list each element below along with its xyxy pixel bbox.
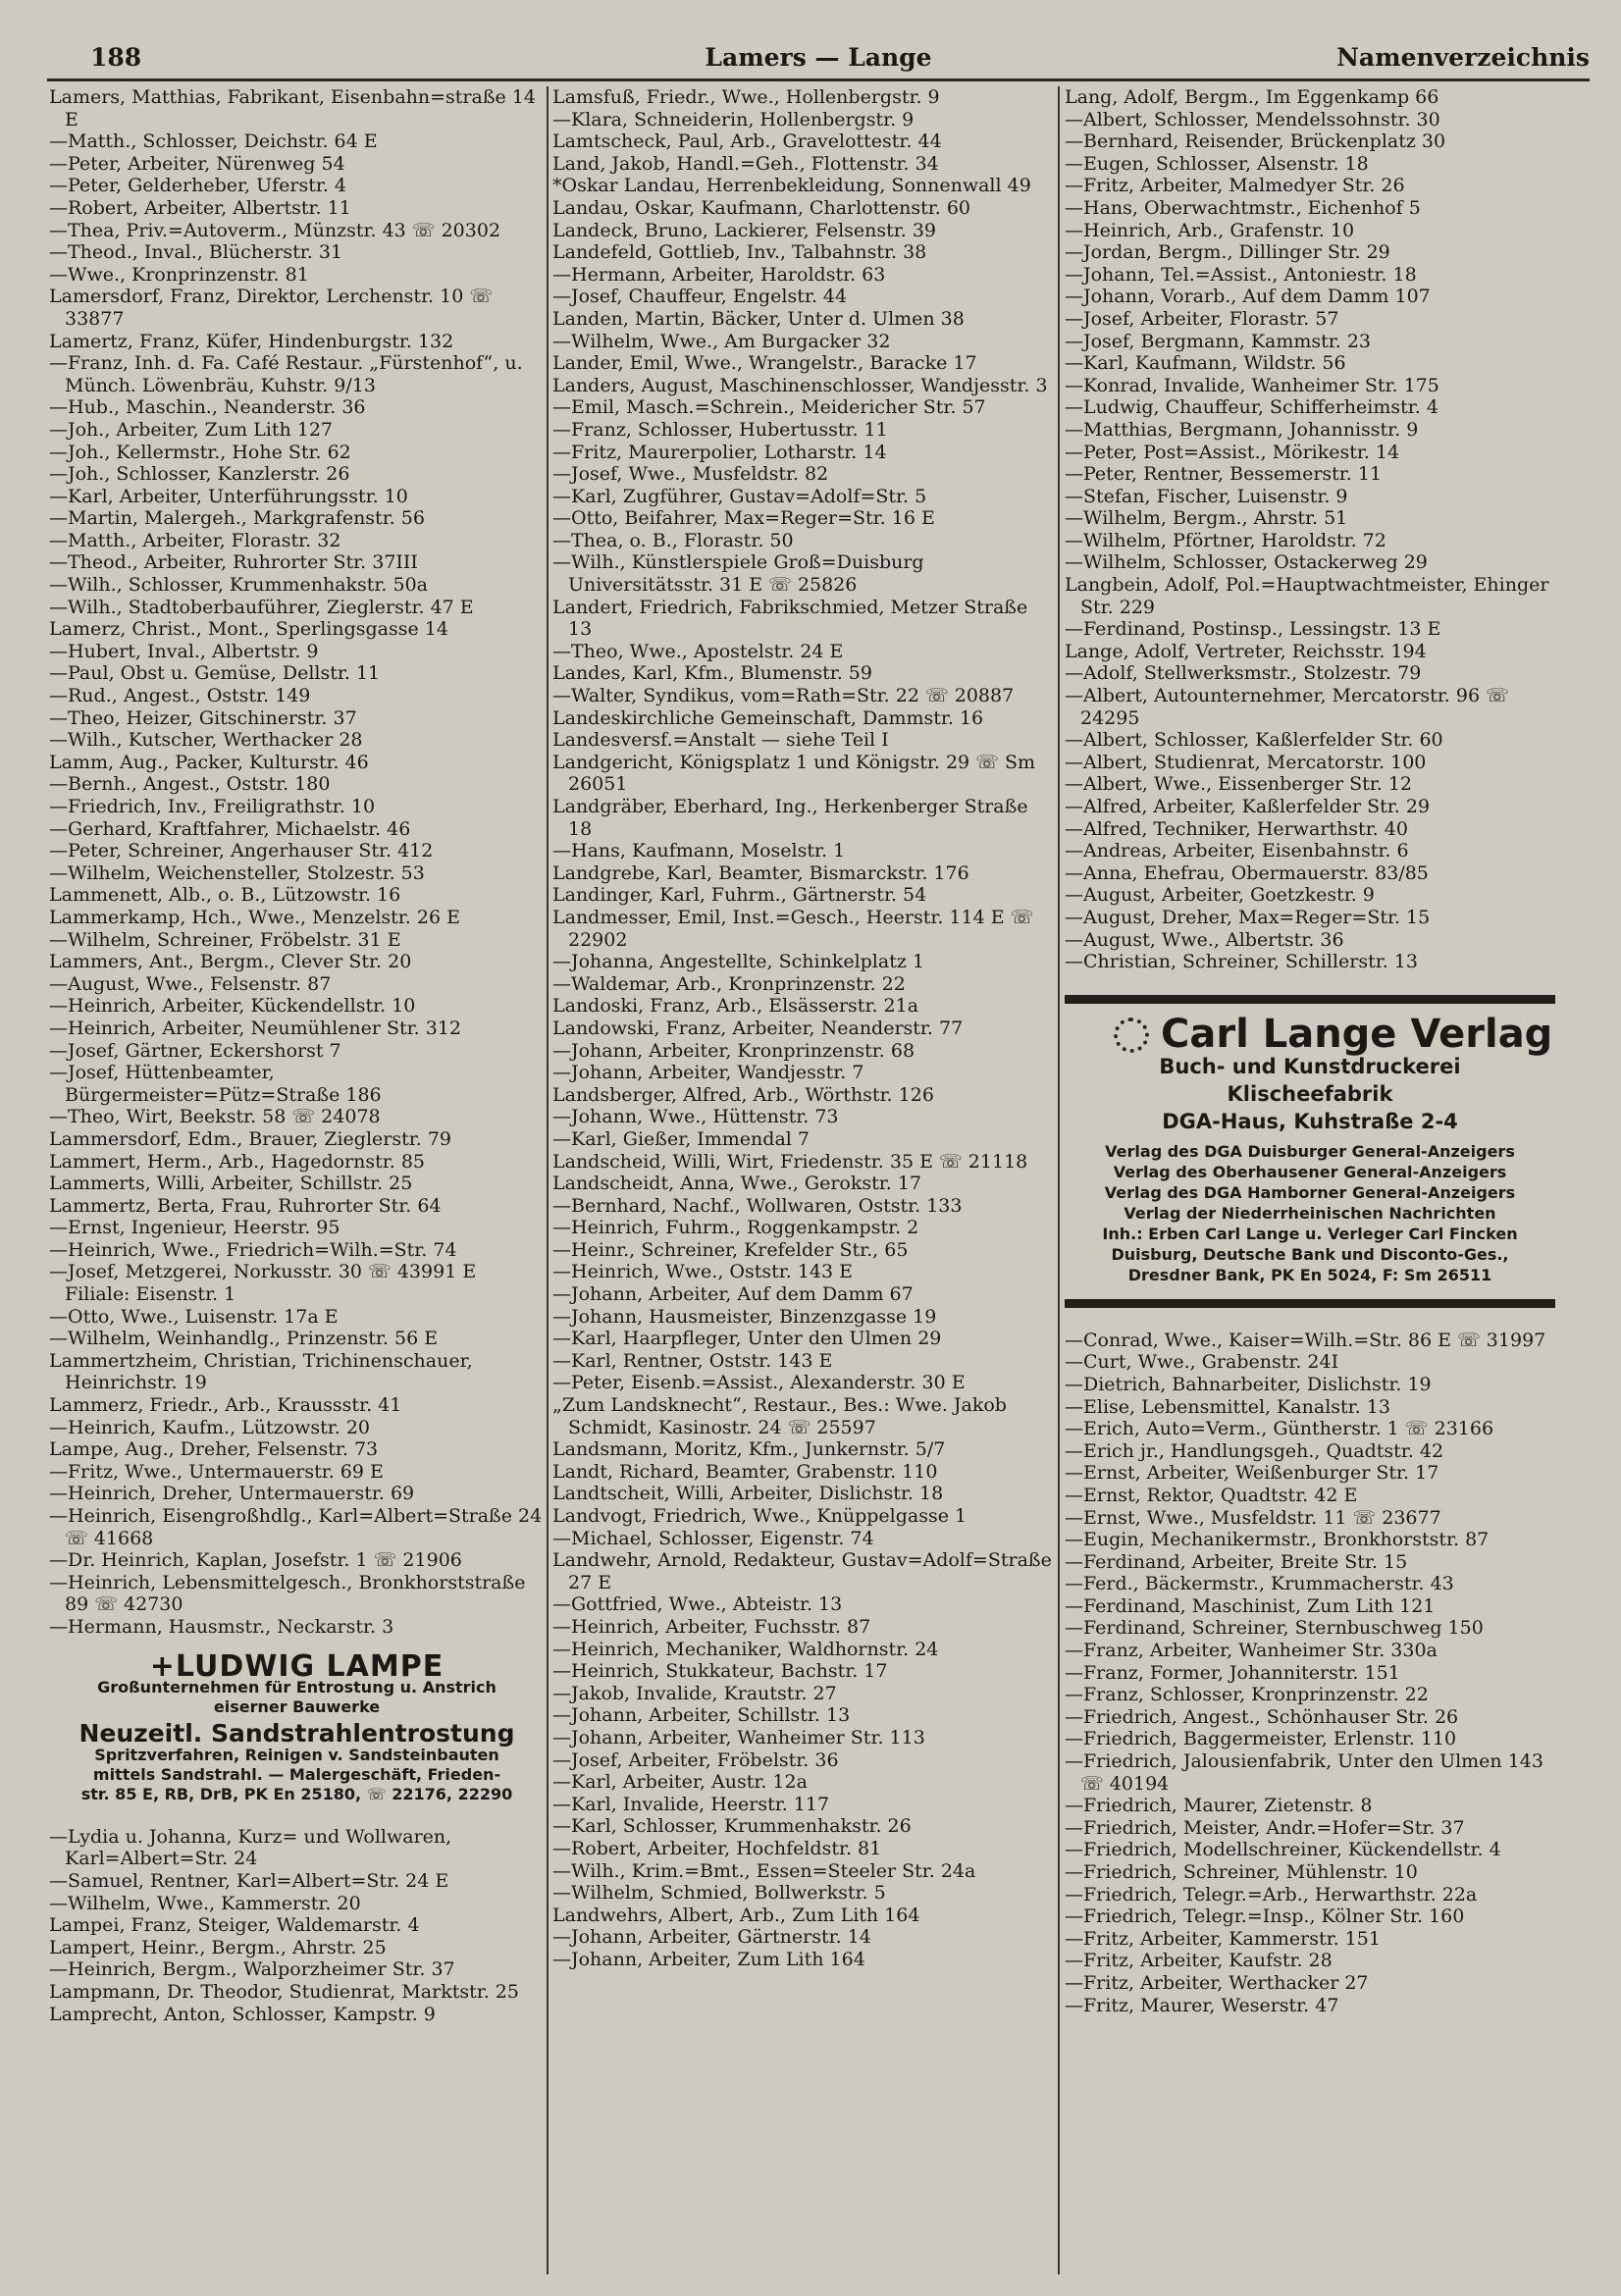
directory-entry: —Fritz, Arbeiter, Kaufstr. 28 (1065, 1950, 1333, 1972)
directory-entry: Landwehr, Arnold, Redakteur, Gustav=Adolf=Straße 27 E (552, 1549, 1052, 1593)
directory-entry: —Johann, Arbeiter, Wanheimer Str. 113 (552, 1726, 925, 1748)
directory-entry: —Ernst, Arbeiter, Weißenburger Str. 17 (1065, 1462, 1439, 1485)
directory-entry: Lammerts, Willi, Arbeiter, Schillstr. 25 (49, 1173, 413, 1195)
directory-entry: Lander, Emil, Wwe., Wrangelstr., Baracke 17 (552, 352, 977, 375)
directory-entry: —August, Dreher, Max=Reger=Str. 15 (1065, 906, 1431, 928)
ludwig-lampe-ad (49, 1648, 545, 1804)
carl-lange-verlag-ad (1065, 995, 1555, 1308)
directory-entry: —Theo, Wirt, Beekstr. 58 ☏ 24078 (49, 1106, 381, 1128)
directory-entry: Langbein, Adolf, Pol.=Hauptwachtmeister, Ehinger Str. 229 (1065, 574, 1549, 618)
directory-entry: —Josef, Bergmann, Kammstr. 23 (1065, 330, 1372, 352)
directory-entry: —Theod., Inval., Blücherstr. 31 (49, 241, 342, 264)
directory-entry: —Friedrich, Maurer, Zietenstr. 8 (1065, 1795, 1373, 1817)
directory-entry: —Franz, Schlosser, Kronprinzenstr. 22 (1065, 1684, 1429, 1706)
directory-entry: —Friedrich, Baggermeister, Erlenstr. 110 (1065, 1728, 1457, 1750)
directory-entry: —Franz, Schlosser, Hubertusstr. 11 (552, 418, 888, 441)
directory-entry: —Franz, Inh. d. Fa. Café Restaur. „Fürstenhof“, u. Münch. Löwenbräu, Kuhstr. 9/13 (49, 352, 523, 396)
ad-line: DGA-Haus, Kuhstraße 2-4 (1162, 1109, 1458, 1133)
directory-entry: —Robert, Arbeiter, Albertstr. 11 (49, 196, 351, 219)
directory-entry: —Karl, Schlosser, Krummenhakstr. 26 (552, 1815, 912, 1838)
directory-entry: —Johann, Arbeiter, Gärtnerstr. 14 (552, 1926, 871, 1949)
directory-entry: Lammertzheim, Christian, Trichinenschauer, Heinrichstr. 19 (49, 1349, 473, 1394)
directory-entry: —Wilh., Kutscher, Werthacker 28 (49, 729, 363, 752)
directory-entry: —Hermann, Hausmstr., Neckarstr. 3 (49, 1615, 394, 1638)
directory-entry: Lammers, Ant., Bergm., Clever Str. 20 (49, 951, 412, 973)
directory-entry: —Paul, Obst u. Gemüse, Dellstr. 11 (49, 662, 381, 685)
directory-entry: Landt, Richard, Beamter, Grabenstr. 110 (552, 1460, 938, 1483)
directory-entry: —Martin, Malergeh., Markgrafenstr. 56 (49, 507, 425, 530)
directory-entry: —Josef, Chauffeur, Engelstr. 44 (552, 286, 848, 308)
directory-entry: *Oskar Landau, Herrenbekleidung, Sonnenwall 49 (552, 175, 1031, 197)
directory-entry: Lang, Adolf, Bergm., Im Eggenkamp 66 (1065, 86, 1439, 108)
directory-entry: —Erich, Auto=Verm., Güntherstr. 1 ☏ 23166 (1065, 1418, 1494, 1440)
directory-entry: —August, Wwe., Felsenstr. 87 (49, 972, 332, 995)
directory-entry: —Friedrich, Modellschreiner, Kückendellstr. 4 (1065, 1839, 1501, 1861)
ad-line: mittels Sandstrahl. — Malergeschäft, Frieden- (92, 1764, 501, 1784)
ad-line: str. 85 E, RB, DrB, PK En 25180, ☏ 22176, 22290 (80, 1784, 513, 1803)
directory-entry: —Ferdinand, Maschinist, Zum Lith 121 (1065, 1594, 1436, 1617)
directory-entry: —Wilhelm, Wwe., Am Burgacker 32 (552, 330, 891, 352)
directory-entry: —Heinrich, Wwe., Oststr. 143 E (552, 1261, 853, 1283)
directory-entry: —Curt, Wwe., Grabenstr. 24I (1065, 1351, 1339, 1374)
directory-entry: —Johann, Wwe., Hüttenstr. 73 (552, 1106, 839, 1128)
directory-entry: —Eugin, Mechanikermstr., Bronkhorststr. 87 (1065, 1529, 1490, 1551)
directory-entry: —Otto, Wwe., Luisenstr. 17a E (49, 1305, 339, 1328)
directory-entry: —Michael, Schlosser, Eigenstr. 74 (552, 1527, 874, 1549)
directory-entry: —Fritz, Maurerpolier, Lotharstr. 14 (552, 441, 887, 463)
directory-entry: —Elise, Lebensmittel, Kanalstr. 13 (1065, 1395, 1390, 1418)
directory-entry: Lammerkamp, Hch., Wwe., Menzelstr. 26 E (49, 906, 460, 928)
directory-entry: Landgericht, Königsplatz 1 und Königstr. 29 ☏ Sm 26051 (552, 751, 1036, 796)
directory-entry: —Heinrich, Lebensmittelgesch., Bronkhorststraße 89 ☏ 42730 (49, 1571, 526, 1616)
directory-entry: —Joh., Arbeiter, Zum Lith 127 (49, 418, 334, 441)
directory-entry: —Stefan, Fischer, Luisenstr. 9 (1065, 485, 1348, 507)
directory-entry: —Fritz, Arbeiter, Werthacker 27 (1065, 1971, 1369, 1994)
directory-entry: —Adolf, Stellwerksmstr., Stolzestr. 79 (1065, 662, 1422, 685)
directory-entry: —Conrad, Wwe., Kaiser=Wilh.=Str. 86 E ☏ 31997 (1065, 1329, 1546, 1351)
directory-entry: —Heinrich, Arb., Grafenstr. 10 (1065, 219, 1355, 241)
entry-list (49, 1826, 545, 2025)
directory-entry: —Albert, Studienrat, Mercatorstr. 100 (1065, 751, 1427, 773)
directory-entry: —Heinrich, Wwe., Friedrich=Wilh.=Str. 74 (49, 1238, 457, 1261)
directory-entry: —Wilhelm, Schmied, Bollwerkstr. 5 (552, 1882, 886, 1905)
directory-entry: —Franz, Former, Johanniterstr. 151 (1065, 1661, 1400, 1684)
directory-entry: —Heinrich, Stukkateur, Bachstr. 17 (552, 1660, 888, 1683)
ad-line: Klischeefabrik (1227, 1081, 1393, 1106)
directory-entry: —Johanna, Angestellte, Schinkelplatz 1 (552, 951, 924, 973)
directory-entry: —Johann, Arbeiter, Zum Lith 164 (552, 1948, 865, 1970)
directory-entry: —Matthias, Bergmann, Johannisstr. 9 (1065, 418, 1419, 441)
directory-entry: —Matth., Arbeiter, Florastr. 32 (49, 529, 341, 551)
directory-entry: Lampmann, Dr. Theodor, Studienrat, Marktstr. 25 (49, 1980, 519, 2003)
directory-entry: —Karl, Zugführer, Gustav=Adolf=Str. 5 (552, 485, 927, 507)
directory-entry: —Walter, Syndikus, vom=Rath=Str. 22 ☏ 20887 (552, 685, 1015, 707)
directory-entry: Lamm, Aug., Packer, Kulturstr. 46 (49, 751, 369, 773)
directory-entry: —Josef, Metzgerei, Norkusstr. 30 ☏ 43991 E Filiale: Eisenstr. 1 (49, 1261, 477, 1306)
directory-entry: Landinger, Karl, Fuhrm., Gärtnerstr. 54 (552, 884, 927, 907)
directory-entry: —Thea, o. B., Florastr. 50 (552, 529, 794, 551)
directory-entry: —Heinrich, Bergm., Walporzheimer Str. 37 (49, 1958, 455, 1981)
directory-entry: Landvogt, Friedrich, Wwe., Knüppelgasse 1 (552, 1505, 967, 1527)
directory-entry: —Heinrich, Fuhrm., Roggenkampstr. 2 (552, 1217, 919, 1239)
directory-entry: —Karl, Arbeiter, Unterführungsstr. 10 (49, 485, 408, 507)
directory-entry: —Fritz, Maurer, Weserstr. 47 (1065, 1994, 1339, 2016)
directory-entry: —Gottfried, Wwe., Abteistr. 13 (552, 1593, 843, 1616)
directory-entry: Landsmann, Moritz, Kfm., Junkernstr. 5/7 (552, 1438, 946, 1461)
directory-entry: —Hermann, Arbeiter, Haroldstr. 63 (552, 263, 886, 286)
directory-entry: Landgräber, Eberhard, Ing., Herkenberger Straße 18 (552, 796, 1028, 840)
ad-line: Duisburg, Deutsche Bank und Disconto-Ges., (1111, 1244, 1509, 1264)
directory-entry: Lammenett, Alb., o. B., Lützowstr. 16 (49, 884, 401, 907)
directory-entry: —Johann, Hausmeister, Binzenzgasse 19 (552, 1305, 937, 1328)
directory-entry: —Jakob, Invalide, Krautstr. 27 (552, 1682, 837, 1704)
directory-entry: —Theo, Heizer, Gitschinerstr. 37 (49, 706, 357, 729)
directory-entry: Landes, Karl, Kfm., Blumenstr. 59 (552, 662, 872, 685)
directory-entry: —Karl, Arbeiter, Austr. 12a (552, 1771, 808, 1794)
directory-entry: —Ludwig, Chauffeur, Schifferheimstr. 4 (1065, 396, 1438, 419)
directory-entry: —Wwe., Kronprinzenstr. 81 (49, 263, 309, 286)
ad-line: Verlag des DGA Duisburger General-Anzeigers (1105, 1141, 1515, 1161)
directory-entry: —Peter, Rentner, Bessemerstr. 11 (1065, 463, 1383, 486)
directory-entry: —Wilh., Krim.=Bmt., Essen=Steeler Str. 24a (552, 1859, 976, 1882)
ad-title-text: Carl Lange Verlag (1161, 1012, 1553, 1058)
directory-entry: Landowski, Franz, Arbeiter, Neanderstr. 77 (552, 1017, 964, 1039)
ad-line: Verlag der Niederrheinischen Nachrichten (1124, 1203, 1496, 1223)
directory-entry: Lamertz, Franz, Küfer, Hindenburgstr. 132 (49, 330, 454, 352)
directory-entry: Landeskirchliche Gemeinschaft, Dammstr. 16 (552, 706, 984, 729)
directory-entry: —Wilh., Stadtoberbauführer, Zieglerstr. 47 E (49, 596, 474, 618)
directory-entry: Landefeld, Gottlieb, Inv., Talbahnstr. 38 (552, 241, 927, 264)
directory-entry: —Heinrich, Eisengroßhdlg., Karl=Albert=Straße 24 ☏ 41668 (49, 1505, 543, 1549)
directory-entry: —Karl, Haarpfleger, Unter den Ulmen 29 (552, 1328, 942, 1350)
directory-entry: —Johann, Arbeiter, Kronprinzenstr. 68 (552, 1039, 915, 1062)
directory-entry: —August, Arbeiter, Goetzkestr. 9 (1065, 884, 1375, 907)
directory-entry: —Wilhelm, Pförtner, Haroldstr. 72 (1065, 529, 1386, 551)
directory-entry: —Fritz, Arbeiter, Kammerstr. 151 (1065, 1927, 1381, 1950)
directory-entry: Lamtscheck, Paul, Arb., Gravelottestr. 44 (552, 130, 942, 153)
directory-entry: —Peter, Schreiner, Angerhauser Str. 412 (49, 840, 434, 862)
ad-line: Spritzverfahren, Reinigen v. Sandsteinbauten (94, 1745, 499, 1764)
directory-entry: —Konrad, Invalide, Wanheimer Str. 175 (1065, 374, 1439, 396)
ad-line: Verlag des Oberhausener General-Anzeigers (1113, 1162, 1507, 1181)
directory-entry: —Albert, Wwe., Eissenberger Str. 12 (1065, 773, 1413, 796)
directory-entry: —Wilhelm, Bergm., Ahrstr. 51 (1065, 507, 1348, 530)
ad-line: eiserner Bauwerke (213, 1697, 381, 1717)
directory-entry: Lampei, Franz, Steiger, Waldemarstr. 4 (49, 1914, 420, 1937)
directory-entry: —Theo, Wwe., Apostelstr. 24 E (552, 640, 844, 662)
directory-entry: Lammertz, Berta, Frau, Ruhrorter Str. 64 (49, 1194, 442, 1217)
directory-entry: —Ferdinand, Arbeiter, Breite Str. 15 (1065, 1550, 1408, 1573)
column-rule (1058, 86, 1060, 2274)
entry-list (552, 86, 1053, 1970)
directory-entry: —Wilhelm, Schreiner, Fröbelstr. 31 E (49, 928, 401, 951)
directory-entry: —Klara, Schneiderin, Hollenbergstr. 9 (552, 108, 915, 130)
directory-entry: —Peter, Arbeiter, Nürenweg 54 (49, 152, 345, 175)
directory-entry: —Heinr., Schreiner, Krefelder Str., 65 (552, 1238, 909, 1261)
ad-line: Dresdner Bank, PK En 5024, F: Sm 26511 (1127, 1265, 1492, 1284)
directory-entry: Landtscheit, Willi, Arbeiter, Dislichstr. 18 (552, 1483, 944, 1505)
directory-entry: —Heinrich, Arbeiter, Kückendellstr. 10 (49, 995, 416, 1018)
directory-entry: Landscheid, Willi, Wirt, Friedenstr. 35 E ☏ 21118 (552, 1150, 1028, 1173)
directory-entry: —Friedrich, Angest., Schönhauser Str. 26 (1065, 1705, 1459, 1728)
directory-entry: —Johann, Arbeiter, Wandjesstr. 7 (552, 1062, 864, 1084)
directory-entry: Landwehrs, Albert, Arb., Zum Lith 164 (552, 1904, 920, 1926)
directory-entry: —Theod., Arbeiter, Ruhrorter Str. 37III (49, 551, 418, 574)
directory-entry: —Friedrich, Meister, Andr.=Hofer=Str. 37 (1065, 1816, 1465, 1839)
directory-entry: —Thea, Priv.=Autoverm., Münzstr. 43 ☏ 20302 (49, 219, 501, 241)
directory-entry: —Waldemar, Arb., Kronprinzenstr. 22 (552, 972, 906, 995)
directory-entry: Landeck, Bruno, Lackierer, Felsenstr. 39 (552, 219, 937, 241)
directory-entry: —Josef, Arbeiter, Fröbelstr. 36 (552, 1748, 839, 1771)
running-title: Lamers — Lange (705, 43, 932, 72)
directory-entry: —Wilhelm, Weinhandlg., Prinzenstr. 56 E (49, 1328, 439, 1350)
directory-entry: —Ferdinand, Schreiner, Sternbuschweg 150 (1065, 1617, 1484, 1640)
directory-entry: —Joh., Kellermstr., Hohe Str. 62 (49, 441, 351, 463)
directory-entry: —Fritz, Wwe., Untermauerstr. 69 E (49, 1460, 384, 1483)
directory-entry: —Alfred, Techniker, Herwarthstr. 40 (1065, 817, 1408, 840)
directory-entry: —Albert, Autounternehmer, Mercatorstr. 96 ☏ 24295 (1065, 685, 1509, 729)
directory-entry: Lamersdorf, Franz, Direktor, Lerchenstr. 10 ☏ 33877 (49, 286, 494, 330)
directory-entry: —Emil, Masch.=Schrein., Meidericher Str. 57 (552, 396, 986, 419)
directory-entry: —Josef, Gärtner, Eckershorst 7 (49, 1039, 341, 1062)
directory-entry: —Friedrich, Telegr.=Arb., Herwarthstr. 22a (1065, 1883, 1478, 1905)
directory-entry: —Samuel, Rentner, Karl=Albert=Str. 24 E (49, 1869, 449, 1892)
directory-entry: —Josef, Wwe., Musfeldstr. 82 (552, 463, 829, 486)
directory-entry: —Ernst, Wwe., Musfeldstr. 11 ☏ 23677 (1065, 1506, 1441, 1529)
directory-entry: —Heinrich, Mechaniker, Waldhornstr. 24 (552, 1638, 939, 1660)
directory-entry: —Anna, Ehefrau, Obermauerstr. 83/85 (1065, 861, 1429, 884)
directory-entry: —Friedrich, Schreiner, Mühlenstr. 10 (1065, 1861, 1418, 1883)
ad-line: Inh.: Erben Carl Lange u. Verleger Carl Fincken (1102, 1224, 1518, 1243)
directory-entry: Lamprecht, Anton, Schlosser, Kampstr. 9 (49, 2003, 436, 2025)
directory-entry: —Friedrich, Telegr.=Insp., Kölner Str. 160 (1065, 1905, 1465, 1928)
directory-entry: Land, Jakob, Handl.=Geh., Flottenstr. 34 (552, 152, 939, 175)
directory-entry: Lamers, Matthias, Fabrikant, Eisenbahn=straße 14 E (49, 86, 536, 130)
directory-entry: —Peter, Gelderheber, Uferstr. 4 (49, 175, 346, 197)
directory-entry: —Heinrich, Kaufm., Lützowstr. 20 (49, 1416, 371, 1438)
directory-entry: —Friedrich, Inv., Freiligrathstr. 10 (49, 796, 376, 817)
directory-entry: —Hub., Maschin., Neanderstr. 36 (49, 396, 366, 419)
directory-entry: —Heinrich, Dreher, Untermauerstr. 69 (49, 1483, 415, 1505)
ad-title (1065, 1012, 1555, 1058)
ad-line: Großunternehmen für Entrostung u. Anstrich (97, 1678, 497, 1697)
page-number: 188 (90, 43, 142, 72)
directory-entry: —Matth., Schlosser, Deichstr. 64 E (49, 130, 378, 153)
directory-entry: —Jordan, Bergm., Dillinger Str. 29 (1065, 241, 1390, 264)
ad-headline: Neuzeitl. Sandstrahlentrostung (78, 1719, 515, 1748)
directory-entry: —Dr. Heinrich, Kaplan, Josefstr. 1 ☏ 21906 (49, 1549, 462, 1572)
entry-list (1065, 86, 1555, 973)
directory-entry: Landau, Oskar, Kaufmann, Charlottenstr. 60 (552, 196, 971, 219)
directory-entry: Landscheidt, Anna, Wwe., Gerokstr. 17 (552, 1173, 922, 1195)
directory-entry: —Peter, Post=Assist., Mörikestr. 14 (1065, 441, 1400, 463)
directory-entry: —Joh., Schlosser, Kanzlerstr. 26 (49, 463, 350, 486)
directory-entry: —Ernst, Ingenieur, Heerstr. 95 (49, 1217, 340, 1239)
directory-entry: —Wilhelm, Schlosser, Ostackerweg 29 (1065, 551, 1428, 574)
directory-entry: Lamsfuß, Friedr., Wwe., Hollenbergstr. 9 (552, 86, 940, 108)
directory-entry: Lammersdorf, Edm., Brauer, Zieglerstr. 79 (49, 1127, 451, 1150)
directory-entry: —Johann, Vorarb., Auf dem Damm 107 (1065, 286, 1431, 308)
directory-entry: —Josef, Arbeiter, Florastr. 57 (1065, 307, 1339, 330)
directory-entry: —Wilh., Künstlerspiele Groß=Duisburg Universitätsstr. 31 E ☏ 25826 (552, 551, 924, 597)
directory-entry: —Bernh., Angest., Oststr. 180 (49, 773, 331, 796)
directory-entry: —Wilhelm, Weichensteller, Stolzestr. 53 (49, 861, 425, 884)
directory-entry: Lammerz, Friedr., Arb., Kraussstr. 41 (49, 1394, 402, 1417)
directory-entry: Landsberger, Alfred, Arb., Wörthstr. 126 (552, 1083, 934, 1106)
directory-entry: —Andreas, Arbeiter, Eisenbahnstr. 6 (1065, 840, 1409, 862)
directory-entry: —Karl, Gießer, Immendal 7 (552, 1127, 810, 1150)
entry-list (49, 86, 545, 1639)
directory-entry: „Zum Landsknecht“, Restaur., Bes.: Wwe. Jakob Schmidt, Kasinostr. 24 ☏ 25597 (552, 1394, 1007, 1438)
directory-entry: Landers, August, Maschinenschlosser, Wandjesstr. 3 (552, 374, 1048, 396)
directory-entry: —Johann, Arbeiter, Schillstr. 13 (552, 1704, 851, 1727)
directory-entry: —Hans, Oberwachtmstr., Eichenhof 5 (1065, 196, 1421, 219)
section-title: Namenverzeichnis (1336, 43, 1590, 72)
directory-entry: —Christian, Schreiner, Schillerstr. 13 (1065, 951, 1418, 973)
directory-entry: —Wilhelm, Wwe., Kammerstr. 20 (49, 1892, 361, 1914)
directory-entry: —Rud., Angest., Oststr. 149 (49, 685, 311, 707)
directory-entry: —Josef, Hüttenbeamter, Bürgermeister=Pütz=Straße 186 (49, 1062, 382, 1106)
directory-entry: —Erich jr., Handlungsgeh., Quadtstr. 42 (1065, 1439, 1444, 1462)
directory-entry: —Johann, Tel.=Assist., Antoniestr. 18 (1065, 263, 1417, 286)
ad-title: +LUDWIG LAMPE (149, 1648, 444, 1684)
directory-entry: Lammert, Herm., Arb., Hagedornstr. 85 (49, 1150, 425, 1173)
directory-entry: —Otto, Beifahrer, Max=Reger=Str. 16 E (552, 507, 935, 530)
directory-entry: Landoski, Franz, Arb., Elsässerstr. 21a (552, 995, 919, 1018)
directory-entry: —Johann, Arbeiter, Auf dem Damm 67 (552, 1283, 914, 1306)
directory-entry: —Karl, Kaufmann, Wildstr. 56 (1065, 352, 1346, 375)
logo-ring-icon (1114, 1018, 1149, 1053)
directory-entry: Lampe, Aug., Dreher, Felsenstr. 73 (49, 1438, 379, 1461)
directory-entry: Lamerz, Christ., Mont., Sperlingsgasse 14 (49, 618, 448, 641)
directory-entry: —Bernhard, Reisender, Brückenplatz 30 (1065, 130, 1446, 153)
page-header (47, 39, 1590, 81)
directory-entry: —August, Wwe., Albertstr. 36 (1065, 928, 1344, 951)
directory-entry: Lampert, Heinr., Bergm., Ahrstr. 25 (49, 1936, 387, 1958)
column-2 (552, 86, 1053, 2274)
directory-entry: —Eugen, Schlosser, Alsenstr. 18 (1065, 152, 1369, 175)
directory-entry: —Friedrich, Jalousienfabrik, Unter den Ulmen 143 ☏ 40194 (1065, 1750, 1543, 1795)
ad-line: Buch- und Kunstdruckerei (1159, 1054, 1461, 1078)
ad-line: Verlag des DGA Hamborner General-Anzeigers (1104, 1182, 1516, 1202)
directory-entry: —Heinrich, Arbeiter, Neumühlener Str. 312 (49, 1017, 461, 1039)
directory-entry: —Ferdinand, Postinsp., Lessingstr. 13 E (1065, 618, 1441, 641)
directory-entry: —Albert, Schlosser, Kaßlerfelder Str. 60 (1065, 729, 1443, 752)
directory-entry: —Peter, Eisenb.=Assist., Alexanderstr. 30 E (552, 1372, 966, 1394)
directory-entry: —Robert, Arbeiter, Hochfeldstr. 81 (552, 1837, 882, 1859)
directory-entry: —Bernhard, Nachf., Wollwaren, Oststr. 133 (552, 1194, 963, 1217)
directory-entry: —Albert, Schlosser, Mendelssohnstr. 30 (1065, 108, 1440, 130)
directory-entry: —Karl, Invalide, Heerstr. 117 (552, 1793, 830, 1815)
directory-entry: —Ferd., Bäckermstr., Krummacherstr. 43 (1065, 1573, 1454, 1595)
directory-entry: —Hans, Kaufmann, Moselstr. 1 (552, 840, 846, 862)
directory-entry: —Wilh., Schlosser, Krummenhakstr. 50a (49, 574, 429, 597)
directory-entry: Landesversf.=Anstalt — siehe Teil I (552, 729, 889, 752)
column-3 (1065, 86, 1555, 2274)
directory-entry: —Ernst, Rektor, Quadtstr. 42 E (1065, 1484, 1358, 1506)
directory-entry: —Fritz, Arbeiter, Malmedyer Str. 26 (1065, 175, 1405, 197)
directory-entry: —Hubert, Inval., Albertstr. 9 (49, 640, 319, 662)
directory-entry: Landen, Martin, Bäcker, Unter d. Ulmen 38 (552, 307, 965, 330)
directory-entry: —Lydia u. Johanna, Kurz= und Wollwaren, Karl=Albert=Str. 24 (49, 1825, 452, 1870)
column-rule (547, 86, 549, 2274)
directory-entry: —Heinrich, Arbeiter, Fuchsstr. 87 (552, 1615, 871, 1638)
column-1 (49, 86, 545, 2274)
entry-list (1065, 1330, 1555, 2016)
directory-entry: Landgrebe, Karl, Beamter, Bismarckstr. 176 (552, 861, 969, 884)
directory-entry: Landert, Friedrich, Fabrikschmied, Metzer Straße 13 (552, 596, 1028, 641)
directory-entry: Lange, Adolf, Vertreter, Reichsstr. 194 (1065, 640, 1427, 662)
directory-entry: —Alfred, Arbeiter, Kaßlerfelder Str. 29 (1065, 796, 1431, 817)
directory-entry: —Gerhard, Kraftfahrer, Michaelstr. 46 (49, 817, 411, 840)
directory-entry: —Karl, Rentner, Oststr. 143 E (552, 1349, 833, 1372)
directory-entry: —Franz, Arbeiter, Wanheimer Str. 330a (1065, 1640, 1438, 1662)
directory-entry: —Dietrich, Bahnarbeiter, Dislichstr. 19 (1065, 1373, 1432, 1395)
directory-entry: Landmesser, Emil, Inst.=Gesch., Heerstr. 114 E ☏ 22902 (552, 906, 1034, 951)
